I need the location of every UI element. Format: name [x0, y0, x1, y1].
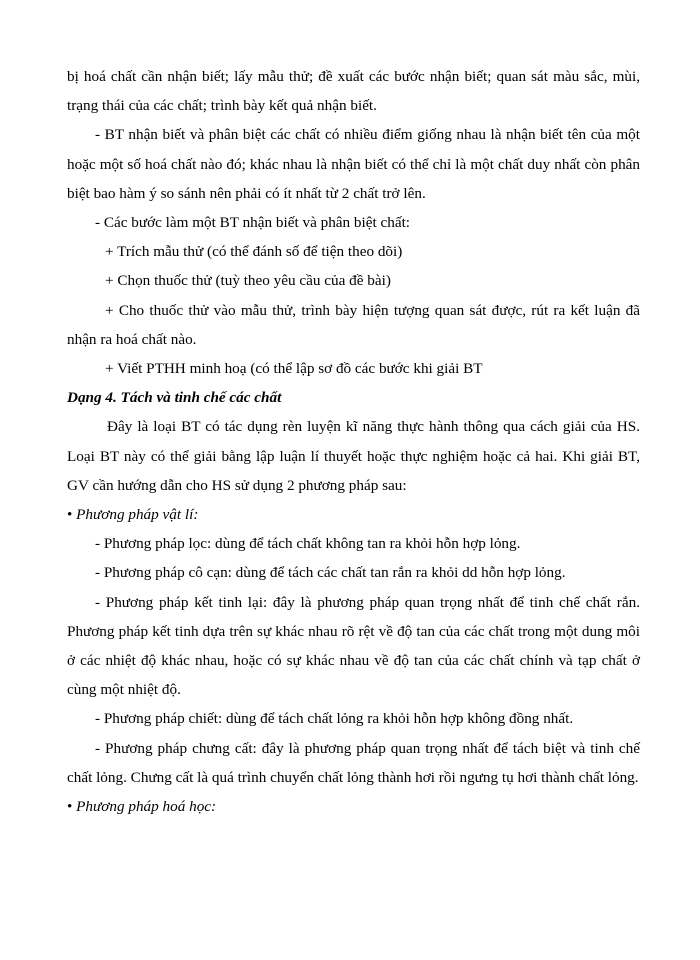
bullet-heading-chemical: [67, 792, 640, 821]
list-item-plus: + Trích mẫu thử (có thể đánh số để tiện theo dõi): [105, 243, 403, 261]
bullet-icon: •: [67, 798, 73, 816]
list-item-dash: - Phương pháp lọc: dùng để tách chất không tan ra khỏi hỗn hợp lỏng.: [95, 535, 521, 553]
list-item-dash: - BT nhận biết và phân biệt các chất có nhiều điểm giống nhau là nhận biết tên của một hoặc một số hoá chất nào đó; khác nhau là nhận biết có thể chỉ là một chất duy nhất còn phân biệt bao hàm ý so sánh nên phải có ít nhất từ 2 chất trở lên.: [67, 126, 640, 202]
section-heading: Dạng 4. Tách và tinh chế các chất: [67, 389, 282, 407]
list-item-plus: + Viết PTHH minh hoạ (có thể lập sơ đồ các bước khi giải BT: [105, 360, 483, 378]
list-item-dash: - Phương pháp kết tinh lại: đây là phương pháp quan trọng nhất để tinh chế chất rắn. Phương pháp kết tinh dựa trên sự khác nhau rõ rệt về độ tan của các chất trong một dung môi ở các nhiệt độ khác nhau, hoặc có sự khác nhau về độ tan của các chất chính và tạp chất ở cùng một nhiệt độ.: [67, 593, 640, 699]
page-body-text: [67, 62, 640, 821]
list-item-dash: - Phương pháp chiết: dùng để tách chất lỏng ra khỏi hỗn hợp không đồng nhất.: [95, 710, 574, 728]
paragraph-continued: bị hoá chất cần nhận biết; lấy mẫu thử; đề xuất các bước nhận biết; quan sát màu sắc, mùi, trạng thái của các chất; trình bày kết quả nhận biết.: [67, 68, 640, 115]
list-item-dash: - Phương pháp chưng cất: đây là phương pháp quan trọng nhất để tách biệt và tinh chế chất lỏng. Chưng cất là quá trình chuyển chất lỏng thành hơi rồi ngưng tụ hơi thành chất lỏng.: [67, 739, 640, 786]
list-item-dash: - Các bước làm một BT nhận biết và phân biệt chất:: [95, 214, 411, 232]
paragraph: Đây là loại BT có tác dụng rèn luyện kĩ năng thực hành thông qua cách giải của HS. Loại BT này có thể giải bằng lập luận lí thuyết hoặc thực nghiệm hoặc cả hai. Khi giải BT, GV cần hướng dẫn cho HS sử dụng 2 phương pháp sau:: [67, 418, 640, 494]
list-item-dash: - Phương pháp cô cạn: dùng để tách các chất tan rắn ra khỏi dd hỗn hợp lỏng.: [95, 564, 566, 582]
list-item-plus: + Cho thuốc thử vào mẫu thử, trình bày hiện tượng quan sát được, rút ra kết luận đã nhận ra hoá chất nào.: [67, 301, 640, 348]
bullet-icon: •: [67, 506, 73, 524]
bullet-heading-label: Phương pháp vật lí:: [76, 506, 199, 524]
bullet-heading-label: Phương pháp hoá học:: [76, 798, 217, 816]
bullet-heading-physical: [67, 500, 640, 529]
list-item-plus: + Chọn thuốc thử (tuỳ theo yêu cầu của đề bài): [105, 272, 391, 290]
